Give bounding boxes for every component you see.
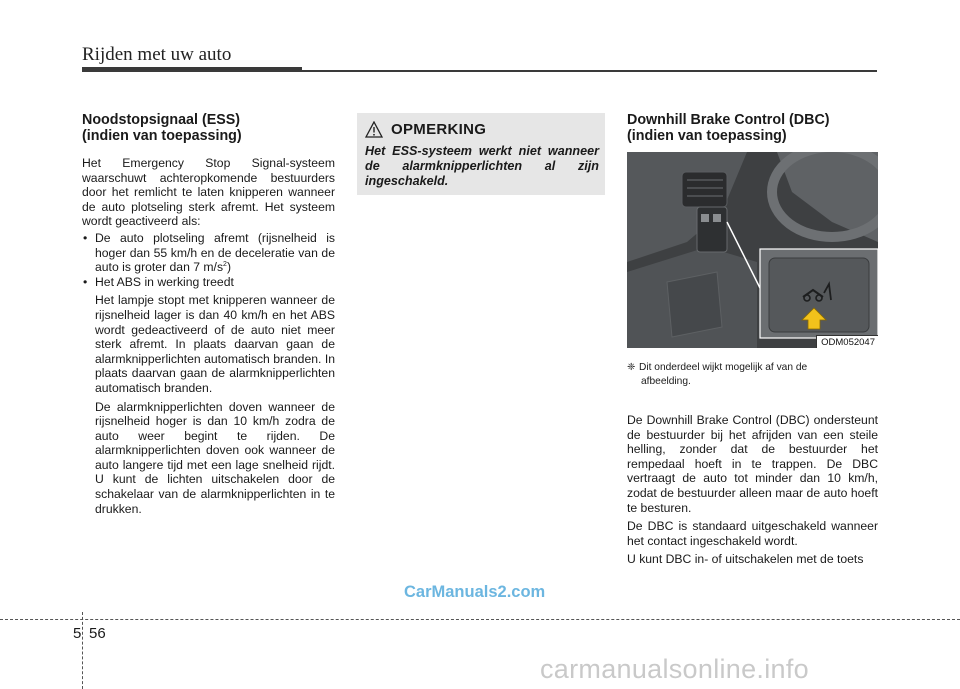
ess-para-hazard-off: De alarmknipperlichten doven wanneer de rijsnelheid hoger is dan 10 km/h zodra de auto weer begint te rijden. De alarmknipperlichten doven ook wanneer de auto langere tijd met een lage snelheid rijdt. U kunt de lichten uitschakelen door de schakelaar van de alarmknipperlichten in te drukken. — [95, 399, 335, 516]
watermark-link[interactable]: CarManuals2.com — [404, 583, 546, 601]
dashboard-illustration — [627, 152, 878, 348]
ess-conditions-list — [82, 231, 335, 289]
dbc-section — [627, 112, 878, 156]
ess-title — [82, 112, 335, 144]
list-item: • Het ABS in werking treedt — [82, 275, 335, 290]
ess-section — [82, 112, 335, 516]
list-item — [82, 231, 335, 275]
note-text: Het ESS-systeem werkt niet wanneer de alarmknipperlichten al zijn ingeschakeld. — [365, 144, 599, 188]
image-disclaimer-line1: Dit onderdeel wijkt mogelijk af van de — [639, 362, 808, 373]
footer-rule — [0, 619, 960, 620]
dbc-para1: De Downhill Brake Control (DBC) ondersteunt de bestuurder bij het afrijden van een steile helling, zonder dat de bestuurder het rempedaal hoeft in te trappen. De DBC vertraagt de auto tot minder dan 10 km/h, zodat de bestuurder alleen maar de auto hoeft te besturen. — [627, 413, 878, 515]
bullet1-text: De auto plotseling afremt (rijsnelheid is hoger dan 55 km/h en de deceleratie van de auto is groter dan 7 m/s — [95, 230, 335, 275]
warning-triangle-icon — [365, 121, 383, 138]
bullet1-end: ) — [226, 260, 232, 275]
dbc-title-line2: (indien van toepassing) — [627, 128, 787, 144]
image-disclaimer — [627, 361, 878, 389]
dbc-para3: U kunt DBC in- of uitschakelen met de toets — [627, 552, 864, 567]
dbc-para2: De DBC is standaard uitgeschakeld wanneer het contact ingeschakeld wordt. — [627, 519, 878, 548]
note-title: OPMERKING — [391, 121, 487, 138]
header-bar — [82, 67, 302, 72]
note-box — [357, 113, 605, 195]
ess-para-deactivation: Het lampje stopt met knipperen wanneer de rijsnelheid lager is dan 40 km/h en het ABS wordt gedeactiveerd of de auto niet meer sterk afremt. In plaats daarvan gaan de alarmknipperlichten automatisch branden. In plaats daarvan gaan de alarmknipperlichten automatisch branden. — [95, 293, 335, 395]
dbc-switch-photo — [627, 152, 878, 348]
image-caption: ODM052047 — [816, 335, 878, 348]
bullet1-superscript: 2 — [223, 261, 227, 269]
header-rule — [302, 70, 877, 72]
dbc-title-line1: Downhill Brake Control (DBC) — [627, 112, 830, 128]
footer-divider — [82, 612, 83, 689]
ess-title-line1: Noodstopsignaal (ESS) — [82, 112, 241, 128]
dbc-title — [627, 112, 878, 144]
chapter-number: 5 — [73, 625, 82, 642]
page-header-title: Rijden met uw auto — [82, 44, 232, 65]
note-header — [365, 121, 486, 138]
image-disclaimer-line2: afbeelding. — [641, 376, 691, 387]
ess-intro: Het Emergency Stop Signal-systeem waarschuwt achteropkomende bestuurders door het remlicht te laten knipperen wanneer de auto plotseling sterk afremt. Het systeem wordt geactiveerd als: — [82, 156, 335, 229]
brand-watermark: carmanualsonline.info — [540, 654, 809, 684]
dbc-body — [627, 413, 878, 567]
note-symbol: ❈ — [627, 362, 636, 373]
page-number: 56 — [89, 625, 106, 642]
ess-title-line2: (indien van toepassing) — [82, 128, 242, 144]
